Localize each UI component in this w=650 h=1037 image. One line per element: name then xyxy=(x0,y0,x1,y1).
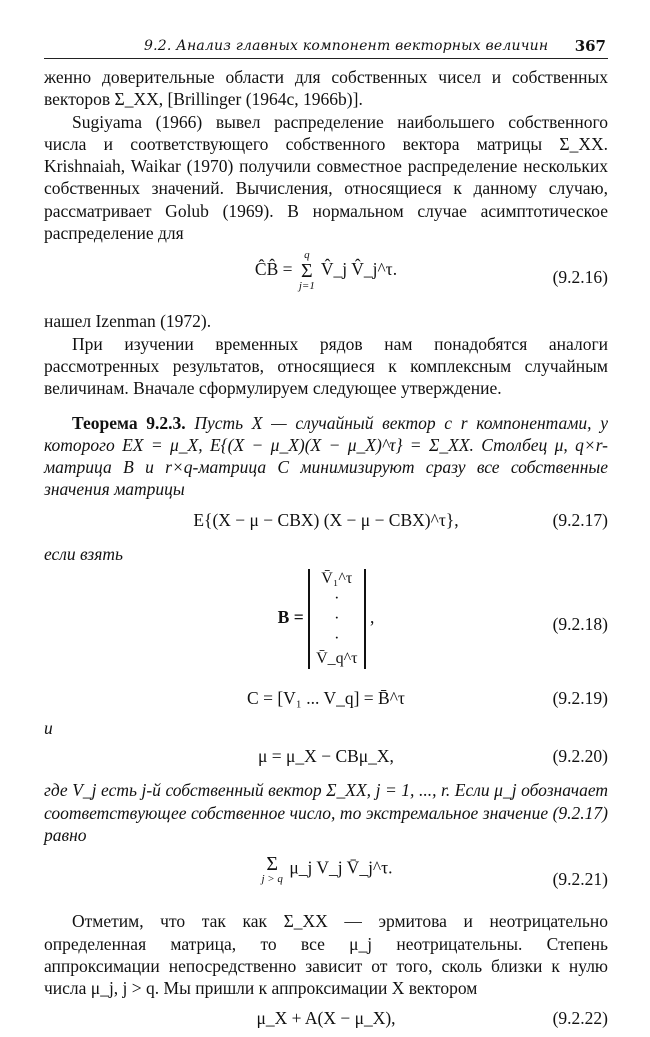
paragraph-after-9-2-20: где V_j есть j-й собственный вектор Σ_XX, j = 1, ..., r. Если μ_j обозначает соответствующее собственное число, то экстремальное значение (9.2.17) равно xyxy=(44,780,608,845)
paragraph-3: нашел Izenman (1972). xyxy=(44,311,212,332)
equation-9-2-20 xyxy=(44,743,608,775)
if-take-text: если взять xyxy=(44,543,123,564)
equation-9-2-19 xyxy=(44,685,608,713)
paragraph-2: Sugiyama (1966) вывел распределение наибольшего собственного числа и соответствующего собственного вектора матрицы Σ_XX. Krishnaiah, Waikar (1970) получили совместное распределение нескольких собственных значений. Вычисления, относящиеся к данному случаю, рассматривает Golub (1969). В нормальном случае асимптотическое распределение для xyxy=(44,111,608,244)
theorem-label: Теорема 9.2.3. xyxy=(72,412,186,433)
equation-number: (9.2.18) xyxy=(552,614,608,635)
equation-formula: B = V̄₁^τ · · · V̄_q^τ , xyxy=(277,570,375,668)
sum-lower: j=1 xyxy=(298,280,315,293)
equation-9-2-21 xyxy=(44,850,608,906)
equation-formula xyxy=(44,250,608,292)
sum-symbol xyxy=(299,250,315,292)
sum-symbol xyxy=(261,854,282,885)
sum-lower: j > q xyxy=(261,873,283,886)
running-title: 9.2. Анализ главных компонент векторных величин xyxy=(144,38,549,54)
eq16-rhs: V̂_j V̂_j^τ. xyxy=(320,259,398,280)
equation-formula: E{(X − μ − CBX) (X − μ − CBX)^τ}, xyxy=(193,509,459,530)
equation-number: (9.2.22) xyxy=(552,1008,608,1029)
equation-9-2-22 xyxy=(44,1003,608,1033)
matrix-row: · xyxy=(334,610,340,628)
paragraph-4: При изучении временных рядов нам понадобятся аналоги рассмотренных результатов, относящиеся к комплексным случайным величинам. Вначале сформулируем следующее утверждение. xyxy=(44,333,608,399)
and-text: и xyxy=(44,718,53,739)
equation-9-2-16 xyxy=(44,248,608,306)
eq18-lhs: B = xyxy=(277,607,304,628)
sum-upper: q xyxy=(304,249,310,262)
eq21-rhs: μ_j V_j V̄_j^τ. xyxy=(289,857,393,878)
equation-9-2-18 xyxy=(44,569,608,681)
page-body xyxy=(44,66,608,1037)
page-number: 367 xyxy=(574,37,606,55)
equation-number: (9.2.17) xyxy=(552,509,608,530)
equation-formula: μ_X + A(X − μ_X), xyxy=(256,1008,396,1029)
theorem-9-2-3 xyxy=(44,412,608,501)
matrix-b xyxy=(308,569,366,669)
equation-formula: μ = μ_X − CBμ_X, xyxy=(258,746,394,767)
theorem-text: Пусть X — случайный вектор с r компонентами, у которого EX = μ_X, E{(X − μ_X)(X − μ_X)^τ} = Σ_XX. Столбец μ, q×r-матрица B и r×q-матрица C минимизируют сразу все собственные значения матрицы xyxy=(44,412,608,500)
equation-formula: C = [V₁ ... V_q] = B̄^τ xyxy=(247,688,405,709)
paragraph-1: женно доверительные области для собственных чисел и собственных векторов Σ_XX, [Brillinger (1964c, 1966b)]. xyxy=(44,67,608,110)
matrix-row: V̄_q^τ xyxy=(316,650,358,668)
running-header xyxy=(44,36,608,59)
matrix-row: · xyxy=(334,630,340,648)
eq16-lhs: ĈB̂ = xyxy=(254,259,297,280)
matrix-row: · xyxy=(334,590,340,608)
equation-number: (9.2.21) xyxy=(552,869,608,890)
equation-formula xyxy=(44,854,608,885)
sigma-icon: Σ xyxy=(266,853,279,876)
equation-number: (9.2.16) xyxy=(552,267,608,288)
paragraph-final: Отметим, что так как Σ_XX — эрмитова и неотрицательно определенная матрица, то все μ_j неотрицательны. Степень аппроксимации непосредственно зависит от того, сколь близки к нулю числа μ_j, j > q. Мы пришли к аппроксимации X вектором xyxy=(44,911,608,999)
sigma-icon: Σ xyxy=(301,260,313,283)
equation-number: (9.2.19) xyxy=(552,688,608,709)
matrix-row: V̄₁^τ xyxy=(321,570,353,588)
equation-9-2-17 xyxy=(44,505,608,539)
equation-number: (9.2.20) xyxy=(552,746,608,767)
